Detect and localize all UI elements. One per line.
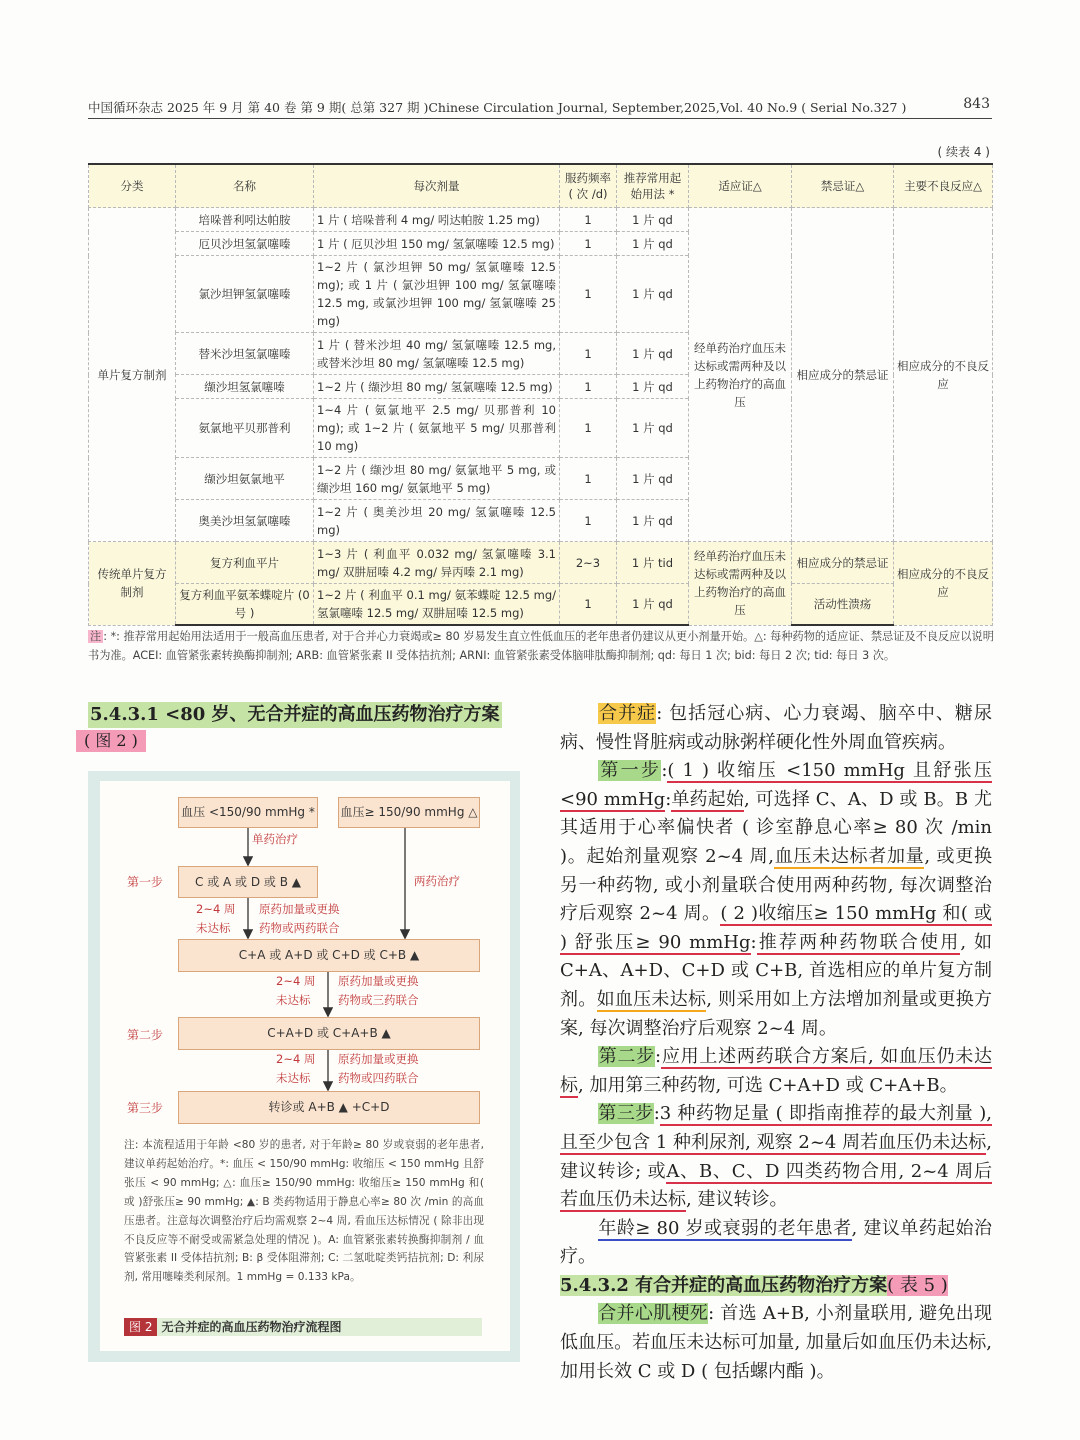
adverse-cell: 相应成分的不良反应 (894, 208, 993, 542)
figure-number: 图 2 (124, 1318, 157, 1336)
drug-name: 培哚普利吲达帕胺 (176, 208, 314, 232)
weeks-b: 2~4 周 未达标 (276, 974, 316, 1007)
drug-dose: 1 片 ( 厄贝沙坦 150 mg/ 氢氯噻嗪 12.5 mg) (314, 232, 560, 256)
drug-frequency: 1 (560, 208, 617, 232)
figure-caption (124, 1318, 482, 1336)
drug-dose: 1 片 ( 培哚普利 4 mg/ 吲达帕胺 1.25 mg) (314, 208, 560, 232)
step2-label: 第二步 (127, 1028, 164, 1042)
indication-cell: 经单药治疗血压未达标或需两种及以上药物治疗的高血压 (689, 208, 792, 542)
action-b: 原药加量或更换 药物或三药联合 (338, 974, 419, 1007)
drug-dose: 1~4 片 ( 氨氯地平 2.5 mg/ 贝那普利 10 mg); 或 1~2 片 ( 氨氯地平 5 mg/ 贝那普利 10 mg) (314, 399, 560, 458)
drug-usage: 1 片 qd (617, 375, 689, 399)
step1b-box: C+A 或 A+D 或 C+D 或 C+B ▲ (178, 939, 480, 972)
col-header: 适应证△ (689, 164, 792, 208)
col-header: 名称 (176, 164, 314, 208)
drug-usage: 1 片 qd (617, 256, 689, 333)
col-header: 分类 (89, 164, 176, 208)
adverse-cell: 相应成分的不良反应 (894, 542, 993, 626)
drug-dose: 1~2 片 ( 缬沙坦 80 mg/ 氨氯地平 5 mg, 或缬沙坦 160 mg/ 氨氯地平 5 mg) (314, 458, 560, 500)
drug-dose: 1~2 片 ( 缬沙坦 80 mg/ 氢氯噻嗪 12.5 mg) (314, 375, 560, 399)
page-number: 843 (963, 96, 990, 112)
drug-name: 替米沙坦氢氯噻嗪 (176, 333, 314, 375)
contraindication-cell: 活动性溃疡 (792, 584, 894, 626)
paragraph-comorbidity: 合并症: 包括冠心病、心力衰竭、脑卒中、糖尿病、慢性肾脏病或动脉粥样硬化性外周血管疾病。 (560, 703, 992, 753)
drug-usage: 1 片 qd (617, 458, 689, 500)
figure-title: 无合并症的高血压药物治疗流程图 (161, 1320, 342, 1334)
drug-frequency: 1 (560, 256, 617, 333)
figure-note: 注: 本流程适用于年龄 <80 岁的患者, 对于年龄≥ 80 岁或衰弱的老年患者, 建议单药起始治疗。*: 血压 < 150/90 mmHg: 收缩压 < 150 mmHg 且舒张压 < 90 mmHg; △: 血压≥ 150/90 mmHg: 收缩压≥ 150 mmHg 和( 或 )舒张压≥ 90 mmHg; ▲: B 类药物适用于静息心率≥ 80 次 /min 的高血压患者。注意每次调整治疗后均需观察 2~4 周, 看血压达标情况 ( 除非出现不良反应等不耐受或需紧急处理的情况 )。A: 血管紧张素转换酶抑制剂 / 血管紧张素 II 受体拮抗剂; B: β 受体阻滞剂; C: 二氢吡啶类钙拮抗剂; D: 利尿剂, 常用噻嗪类利尿剂。1 mmHg = 0.133 kPa。 (124, 1139, 484, 1284)
dual-therapy-label: 两药治疗 (414, 874, 460, 888)
paragraph-step2: 第二步:应用上述两药联合方案后, 如血压仍未达标, 加用第三种药物, 可选 C+A+D 或 C+A+B。 (560, 1046, 992, 1096)
paragraph-step1: 第一步:( 1 ) 收缩压 <150 mmHg 且舒张压 <90 mmHg:单药起始, 可选择 C、A、D 或 B。B 尤其适用于心率偏快者 ( 诊室静息心率≥ 80 次 /min )。起始剂量观察 2~4 周,血压未达标者加量, 或更换另一种药物, 或小剂量联合使用两种药物, 每次调整治疗后观察 2~4 周。( 2 )收缩压≥ 150 mmHg 和( 或 ) 舒张压≥ 90 mmHg:推荐两种药物联合使用, 如 C+A、A+D、C+D 或 C+B, 首选相应的单片复方制剂。如血压未达标, 则采用如上方法增加剂量或更换方案, 每次调整治疗后观察 2~4 周。 (560, 760, 993, 1039)
drug-frequency: 1 (560, 375, 617, 399)
section-heading-5432: 5.4.3.2 有合并症的高血压药物治疗方案( 表 5 ) (560, 1274, 948, 1296)
drug-name: 奥美沙坦氢氯噻嗪 (176, 500, 314, 542)
drug-usage: 1 片 qd (617, 500, 689, 542)
drug-name: 复方利血平氨苯蝶啶片 (0 号 ) (176, 584, 314, 626)
action-c: 原药加量或更换 药物或四药联合 (338, 1052, 419, 1085)
journal-running-title: 中国循环杂志 2025 年 9 月 第 40 卷 第 9 期( 总第 327 期 )Chinese Circulation Journal, September,2025,Vol. 40 No.9 ( Serial No.327 ) (88, 100, 907, 115)
col-header: 主要不良反应△ (894, 164, 993, 208)
step1-box: C 或 A 或 D 或 B ▲ (178, 866, 318, 898)
drug-name: 缬沙坦氨氯地平 (176, 458, 314, 500)
mono-therapy-label: 单药治疗 (252, 832, 298, 846)
drug-frequency: 1 (560, 333, 617, 375)
weeks-a: 2~4 周 未达标 (196, 902, 236, 935)
drug-usage: 1 片 qd (617, 333, 689, 375)
drug-name: 氨氯地平贝那普利 (176, 399, 314, 458)
note-label: 注 (90, 630, 102, 643)
drug-dose: 1 片 ( 替米沙坦 40 mg/ 氢氯噻嗪 12.5 mg, 或替米沙坦 80 mg/ 氢氯噻嗪 12.5 mg) (314, 333, 560, 375)
step1-label: 第一步 (127, 875, 164, 889)
drug-frequency: 1 (560, 500, 617, 542)
drug-frequency: 1 (560, 584, 617, 626)
col-header: 服药频率( 次 /d) (560, 164, 617, 208)
drug-name: 缬沙坦氢氯噻嗪 (176, 375, 314, 399)
drug-name: 复方利血平片 (176, 542, 314, 584)
bp-low-box: 血压 <150/90 mmHg * (178, 797, 318, 828)
indication-cell: 经单药治疗血压未达标或需两种及以上药物治疗的高血压 (689, 542, 792, 626)
drug-frequency: 2~3 (560, 542, 617, 584)
drug-dose: 1~2 片 ( 利血平 0.1 mg/ 氨苯蝶啶 12.5 mg/ 氢氯噻嗪 12.5 mg/ 双肼屈嗪 12.5 mg) (314, 584, 560, 626)
col-header: 每次剂量 (314, 164, 560, 208)
bp-high-box: 血压≥ 150/90 mmHg △ (338, 797, 480, 828)
drug-name: 厄贝沙坦氢氯噻嗪 (176, 232, 314, 256)
drug-usage: 1 片 qd (617, 232, 689, 256)
section-heading-5431: 5.4.3.1 <80 岁、无合并症的高血压药物治疗方案 (88, 702, 502, 728)
drug-usage: 1 片 qd (617, 584, 689, 626)
drug-usage: 1 片 qd (617, 399, 689, 458)
weeks-c: 2~4 周 未达标 (276, 1052, 316, 1085)
drug-usage: 1 片 tid (617, 542, 689, 584)
drug-name: 氯沙坦钾氢氯噻嗪 (176, 256, 314, 333)
step3-label: 第三步 (127, 1101, 164, 1115)
col-header: 禁忌证△ (792, 164, 894, 208)
paragraph-elderly: 年龄≥ 80 岁或衰弱的老年患者, 建议单药起始治疗。 (560, 1217, 992, 1268)
action-a: 原药加量或更换 药物或两药联合 (259, 902, 340, 935)
drug-usage: 1 片 qd (617, 208, 689, 232)
step3-box: 转诊或 A+B ▲ +C+D (178, 1091, 480, 1124)
contraindication-cell: 相应成分的禁忌证 (792, 208, 894, 542)
category-cell: 单片复方制剂 (89, 208, 176, 542)
drug-frequency: 1 (560, 232, 617, 256)
paragraph-step3: 第三步:3 种药物足量 ( 即指南推荐的最大剂量 ), 且至少包含 1 种利尿剂, 观察 2~4 周若血压仍未达标, 建议转诊; 或A、B、C、D 四类药物合用, 2~4 周后若血压仍未达标, 建议转诊。 (560, 1103, 993, 1211)
drug-frequency: 1 (560, 458, 617, 500)
drug-dose: 1~3 片 ( 利血平 0.032 mg/ 氢氯噻嗪 3.1 mg/ 双肼屈嗪 4.2 mg/ 异丙嗪 2.1 mg) (314, 542, 560, 584)
contraindication-cell: 相应成分的禁忌证 (792, 542, 894, 584)
col-header: 推荐常用起始用法 * (617, 164, 689, 208)
drug-dose: 1~2 片 ( 奥美沙坦 20 mg/ 氢氯噻嗪 12.5 mg) (314, 500, 560, 542)
paragraph-mi: 合并心肌梗死: 首选 A+B, 小剂量联用, 避免出现低血压。若血压未达标可加量, 加量后如血压仍未达标, 加用长效 C 或 D ( 包括螺内酯 )。 (560, 1303, 993, 1382)
step2-box: C+A+D 或 C+A+B ▲ (178, 1017, 480, 1050)
right-column (560, 700, 992, 1386)
drug-dose: 1~2 片 ( 氯沙坦钾 50 mg/ 氢氯噻嗪 12.5 mg); 或 1 片 ( 氯沙坦钾 100 mg/ 氢氯噻嗪 12.5 mg, 或氯沙坦钾 100 mg/ 氢氯噻嗪 25 mg) (314, 256, 560, 333)
figure-reference: ( 图 2 ) (76, 730, 146, 752)
category-cell: 传统单片复方制剂 (89, 542, 176, 626)
drug-frequency: 1 (560, 399, 617, 458)
note-text: : *: 推荐常用起始用法适用于一般高血压患者, 对于合并心力衰竭或≥ 80 岁易发生直立性低血压的老年患者仍建议从更小剂量开始。△: 每种药物的适应证、禁忌证及不良反应以说明书为准。ACEI: 血管紧张素转换酶抑制剂; ARB: 血管紧张素 II 受体拮抗剂; ARNI: 血管紧张素受体脑啡肽酶抑制剂; qd: 每日 1 次; bid: 每日 2 次; tid: 每日 3 次。 (88, 630, 994, 662)
table-continued-label: ( 续表 4 ) (937, 145, 990, 159)
